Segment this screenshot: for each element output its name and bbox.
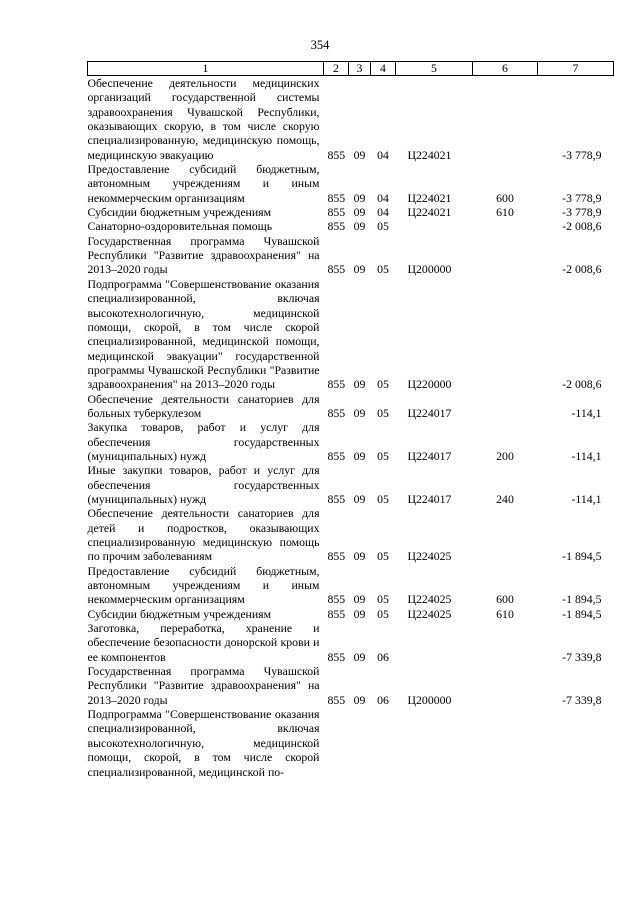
row-expense-type: 600 xyxy=(496,592,514,607)
row-amount: -114,1 xyxy=(571,405,602,420)
row-name: Закупка товаров, работ и услуг для обеспечения государственных (муниципальных) нужд xyxy=(87,420,320,463)
row-expense-type: 610 xyxy=(496,205,514,220)
row-amount: -1 894,5 xyxy=(562,592,602,607)
col-header: 3 xyxy=(349,62,371,76)
row-name: Подпрограмма "Совершенствование оказания специализированной, включая высокотехнологичную, медицинской помощи, скорой, в том числе скорой специализированной, медицинской помощи, медицинской эвакуации" государственной программы Чувашской Республики "Развитие здравоохранения" на 2013–2020 годы xyxy=(87,276,320,392)
table-row xyxy=(88,76,614,163)
row-section: 09 xyxy=(353,649,366,664)
row-admin-code: 855 xyxy=(327,262,346,277)
row-amount: -2 008,6 xyxy=(562,377,602,392)
row-name: Государственная программа Чувашской Республики "Развитие здравоохранения" на 2013–2020 годы xyxy=(87,233,320,277)
row-admin-code: 855 xyxy=(327,592,346,607)
row-amount: -2 008,6 xyxy=(562,262,602,277)
row-subsection: 04 xyxy=(377,205,389,220)
row-admin-code: 855 xyxy=(327,147,346,162)
row-target-article: Ц224017 xyxy=(407,491,452,506)
row-admin-code: 855 xyxy=(327,448,346,463)
row-admin-code: 855 xyxy=(327,205,346,220)
row-subsection: 05 xyxy=(377,377,389,392)
row-name: Обеспечение деятельности медицинских организаций государственной системы здравоохранения Чувашской Республики, оказывающих скорую, в том числе скорую специализированную, медицинскую помощь, медицинскую эвакуацию xyxy=(87,76,320,162)
row-target-article: Ц224021 xyxy=(407,147,452,162)
row-section: 09 xyxy=(353,205,366,220)
col-header: 6 xyxy=(473,62,538,76)
row-admin-code: 855 xyxy=(327,692,346,707)
row-target-article: Ц224021 xyxy=(407,205,452,220)
row-name: Заготовка, переработка, хранение и обеспечение безопасности донорской крови и ее компонентов xyxy=(87,621,320,664)
table-header-row xyxy=(88,62,614,76)
table-row xyxy=(88,664,614,707)
row-admin-code: 855 xyxy=(327,549,346,564)
row-name: Подпрограмма "Совершенствование оказания специализированной, включая высокотехнологичную, медицинской помощи, скорой, в том числе скорой специализированной, медицинской по- xyxy=(87,707,320,779)
budget-table xyxy=(87,61,614,779)
row-target-article: Ц224025 xyxy=(407,592,452,607)
row-amount: -3 778,9 xyxy=(562,147,602,162)
row-target-article: Ц224017 xyxy=(407,448,452,463)
table-row xyxy=(88,564,614,607)
row-target-article: Ц224025 xyxy=(407,606,452,621)
row-admin-code: 855 xyxy=(327,405,346,420)
col-header: 1 xyxy=(88,62,324,76)
row-section: 09 xyxy=(353,377,366,392)
row-amount: -2 008,6 xyxy=(562,219,602,234)
row-target-article: Ц220000 xyxy=(407,377,452,392)
row-section: 09 xyxy=(353,405,366,420)
row-expense-type xyxy=(473,219,538,233)
row-subsection: 05 xyxy=(377,262,389,277)
col-header: 2 xyxy=(324,62,349,76)
col-header: 7 xyxy=(538,62,614,76)
row-section: 09 xyxy=(353,219,366,234)
row-expense-type xyxy=(473,76,538,163)
row-expense-type: 610 xyxy=(496,606,514,621)
row-name: Субсидии бюджетным учреждениям xyxy=(87,205,272,220)
row-target-article xyxy=(396,707,473,779)
row-target-article: Ц224017 xyxy=(407,405,452,420)
row-amount: -7 339,8 xyxy=(562,692,602,707)
row-admin-code xyxy=(324,707,349,779)
col-header: 5 xyxy=(396,62,473,76)
row-expense-type xyxy=(473,664,538,707)
row-name: Санаторно-оздоровительная помощь xyxy=(87,219,273,234)
row-section: 09 xyxy=(353,262,366,277)
row-subsection: 05 xyxy=(377,448,389,463)
table-row xyxy=(88,607,614,621)
row-name: Обеспечение деятельности санаториев для больных туберкулезом xyxy=(87,391,320,420)
row-expense-type: 600 xyxy=(496,190,514,205)
row-section xyxy=(349,707,371,779)
row-admin-code: 855 xyxy=(327,219,346,234)
row-admin-code: 855 xyxy=(327,649,346,664)
row-target-article: Ц200000 xyxy=(407,262,452,277)
row-amount: -114,1 xyxy=(571,448,602,463)
row-section: 09 xyxy=(353,592,366,607)
col-header: 4 xyxy=(371,62,396,76)
page-number: 354 xyxy=(310,38,330,52)
row-subsection: 05 xyxy=(377,549,389,564)
table-row xyxy=(88,621,614,664)
row-subsection: 04 xyxy=(377,147,389,162)
row-admin-code: 855 xyxy=(327,190,346,205)
row-name: Иные закупки товаров, работ и услуг для обеспечения государственных (муниципальных) нужд xyxy=(87,463,320,506)
row-target-article: Ц224025 xyxy=(407,549,452,564)
row-target-article: Ц200000 xyxy=(407,692,452,707)
row-amount: -1 894,5 xyxy=(562,549,602,564)
table-row xyxy=(88,162,614,205)
table-row xyxy=(88,392,614,421)
row-target-article xyxy=(396,621,473,664)
row-subsection: 05 xyxy=(377,491,389,506)
table-row xyxy=(88,219,614,233)
row-name: Предоставление субсидий бюджетным, автономным учреждениям и иным некоммерческим организациям xyxy=(87,563,320,607)
row-section: 09 xyxy=(353,491,366,506)
table-row xyxy=(88,707,614,779)
row-subsection: 05 xyxy=(377,405,389,420)
row-expense-type: 240 xyxy=(496,491,514,506)
row-subsection: 04 xyxy=(377,190,389,205)
row-expense-type: 200 xyxy=(496,448,514,463)
row-name: Обеспечение деятельности санаториев для детей и подростков, оказывающих специализированную медицинскую помощь по прочим заболеваниям xyxy=(87,506,320,564)
row-admin-code: 855 xyxy=(327,606,346,621)
row-expense-type xyxy=(473,707,538,779)
row-target-article xyxy=(396,219,473,233)
row-amount: -114,1 xyxy=(571,491,602,506)
row-expense-type xyxy=(473,621,538,664)
row-admin-code: 855 xyxy=(327,377,346,392)
row-section: 09 xyxy=(353,549,366,564)
row-section: 09 xyxy=(353,692,366,707)
table-row xyxy=(88,277,614,392)
row-name: Предоставление субсидий бюджетным, автономным учреждениям и иным некоммерческим организациям xyxy=(87,162,320,205)
row-target-article: Ц224021 xyxy=(407,190,452,205)
table-row xyxy=(88,234,614,277)
row-amount: -3 778,9 xyxy=(562,205,602,220)
row-subsection: 06 xyxy=(377,649,389,664)
row-subsection: 06 xyxy=(377,692,389,707)
row-subsection: 05 xyxy=(377,219,389,234)
row-section: 09 xyxy=(353,147,366,162)
row-admin-code: 855 xyxy=(327,491,346,506)
row-subsection: 05 xyxy=(377,592,389,607)
row-section: 09 xyxy=(353,606,366,621)
row-expense-type xyxy=(473,277,538,392)
row-name: Субсидии бюджетным учреждениям xyxy=(87,606,272,621)
row-amount: -1 894,5 xyxy=(562,606,602,621)
row-amount xyxy=(538,707,614,779)
table-row xyxy=(88,463,614,506)
row-expense-type xyxy=(473,392,538,421)
row-amount: -7 339,8 xyxy=(562,649,602,664)
row-amount: -3 778,9 xyxy=(562,190,602,205)
row-subsection: 05 xyxy=(377,606,389,621)
table-row xyxy=(88,420,614,463)
row-section: 09 xyxy=(353,190,366,205)
row-section: 09 xyxy=(353,448,366,463)
row-subsection xyxy=(371,707,396,779)
row-expense-type xyxy=(473,234,538,277)
row-name: Государственная программа Чувашской Республики "Развитие здравоохранения" на 2013–2020 годы xyxy=(87,664,320,707)
table-row xyxy=(88,506,614,563)
row-expense-type xyxy=(473,506,538,563)
table-row xyxy=(88,205,614,219)
